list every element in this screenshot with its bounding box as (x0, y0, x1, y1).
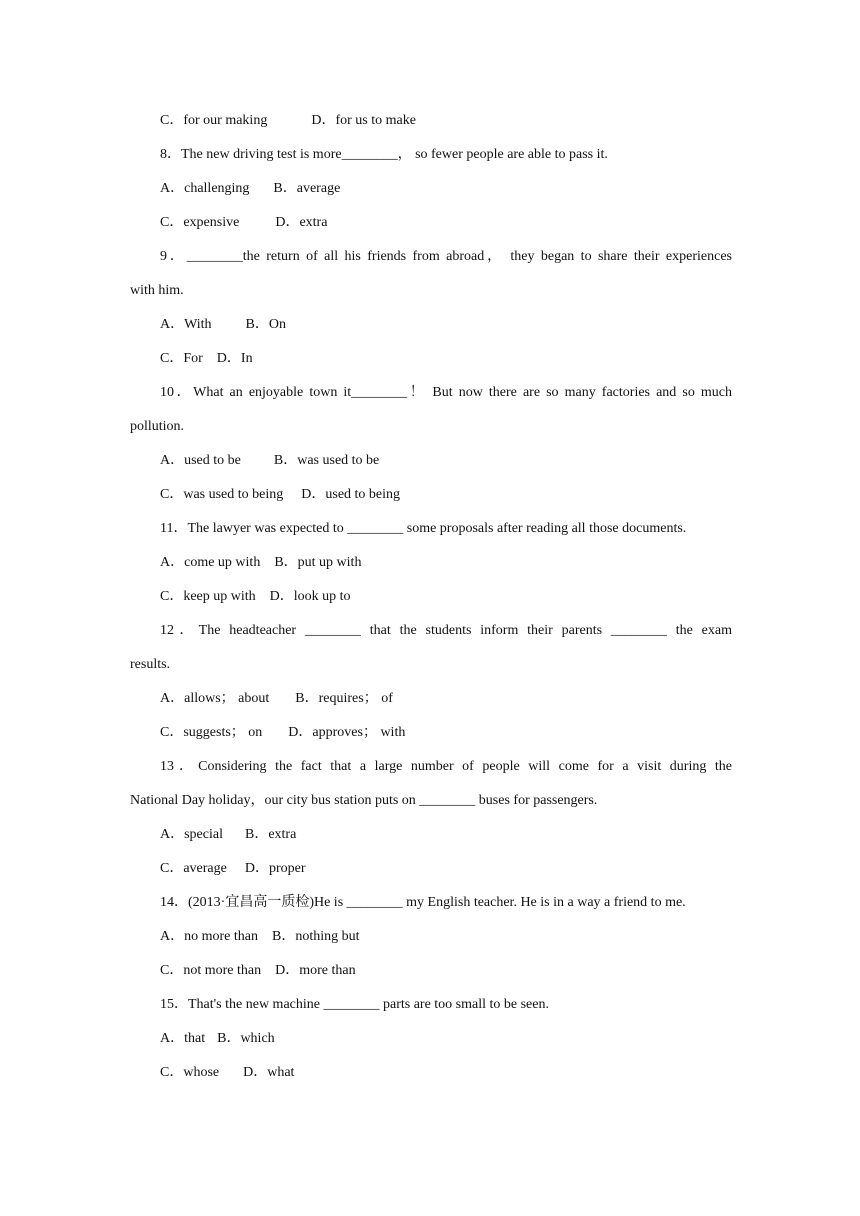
options-row (130, 954, 732, 988)
option-a: A．no more than (160, 929, 258, 944)
option-a: A．challenging (160, 181, 250, 196)
option-b: B．average (273, 181, 341, 196)
option-d: D．proper (244, 861, 306, 876)
question-10-stem: 10．What an enjoyable town it________！ But now there are so many factories and so much (160, 385, 732, 400)
option-d: D．approves； with (288, 725, 406, 740)
option-a: A．that (160, 1031, 206, 1046)
options-row (130, 1056, 732, 1090)
option-a: A．With (160, 317, 212, 332)
option-b: B．which (217, 1031, 275, 1046)
option-b: B．extra (244, 827, 297, 842)
exam-page (130, 104, 732, 1090)
option-a: A．used to be (160, 453, 241, 468)
option-d: D．In (216, 351, 253, 366)
question-13-stem-continued: National Day holiday，our city bus station puts on ________ buses for passengers. (130, 793, 598, 808)
option-b: B．requires； of (295, 691, 393, 706)
option-c: C．for our making (160, 113, 268, 128)
question-15-stem: 15．That's the new machine ________ parts are too small to be seen. (160, 997, 549, 1012)
option-c: C．average (160, 861, 227, 876)
options-row (130, 308, 732, 342)
option-c: C．keep up with (160, 589, 256, 604)
question-12-stem-continued: results. (130, 657, 171, 672)
options-row (130, 342, 732, 376)
question-14-stem: 14．(2013·宜昌高一质检)He is ________ my English teacher. He is in a way a friend to me. (160, 895, 686, 910)
options-row (130, 580, 732, 614)
options-row (130, 478, 732, 512)
options-row (130, 682, 732, 716)
question-10-stem-continued: pollution. (130, 419, 185, 434)
question-11-stem: 11．The lawyer was expected to ________ some proposals after reading all those documents. (160, 521, 687, 536)
options-row (130, 852, 732, 886)
question-13-stem: 13．Considering the fact that a large number of people will come for a visit during the (160, 759, 732, 774)
option-b: B．nothing but (271, 929, 360, 944)
option-d: D．extra (275, 215, 328, 230)
options-row (130, 1022, 732, 1056)
question-9-stem: 9．________the return of all his friends from abroad， they began to share their experiences (160, 249, 732, 264)
options-row (130, 818, 732, 852)
options-row (130, 920, 732, 954)
options-row (130, 546, 732, 580)
options-row (130, 104, 732, 138)
option-c: C．For (160, 351, 203, 366)
options-row (130, 444, 732, 478)
option-b: B．put up with (274, 555, 362, 570)
options-row (130, 172, 732, 206)
options-row (130, 716, 732, 750)
option-a: A．special (160, 827, 223, 842)
option-d: D．for us to make (311, 113, 416, 128)
option-a: A．come up with (160, 555, 261, 570)
question-9-stem-continued: with him. (130, 283, 184, 298)
question-8-stem: 8．The new driving test is more________， so fewer people are able to pass it. (160, 147, 608, 162)
option-c: C．not more than (160, 963, 262, 978)
option-b: B．was used to be (273, 453, 380, 468)
question-12-stem: 12．The headteacher ________ that the students inform their parents ________ the exam (160, 623, 732, 638)
option-a: A．allows； about (160, 691, 270, 706)
option-c: C．expensive (160, 215, 240, 230)
option-d: D．what (243, 1065, 295, 1080)
option-c: C．suggests； on (160, 725, 263, 740)
option-d: D．look up to (269, 589, 351, 604)
option-b: B．On (245, 317, 286, 332)
option-c: C．whose (160, 1065, 220, 1080)
option-d: D．more than (275, 963, 356, 978)
options-row (130, 206, 732, 240)
option-c: C．was used to being (160, 487, 284, 502)
option-d: D．used to being (301, 487, 401, 502)
